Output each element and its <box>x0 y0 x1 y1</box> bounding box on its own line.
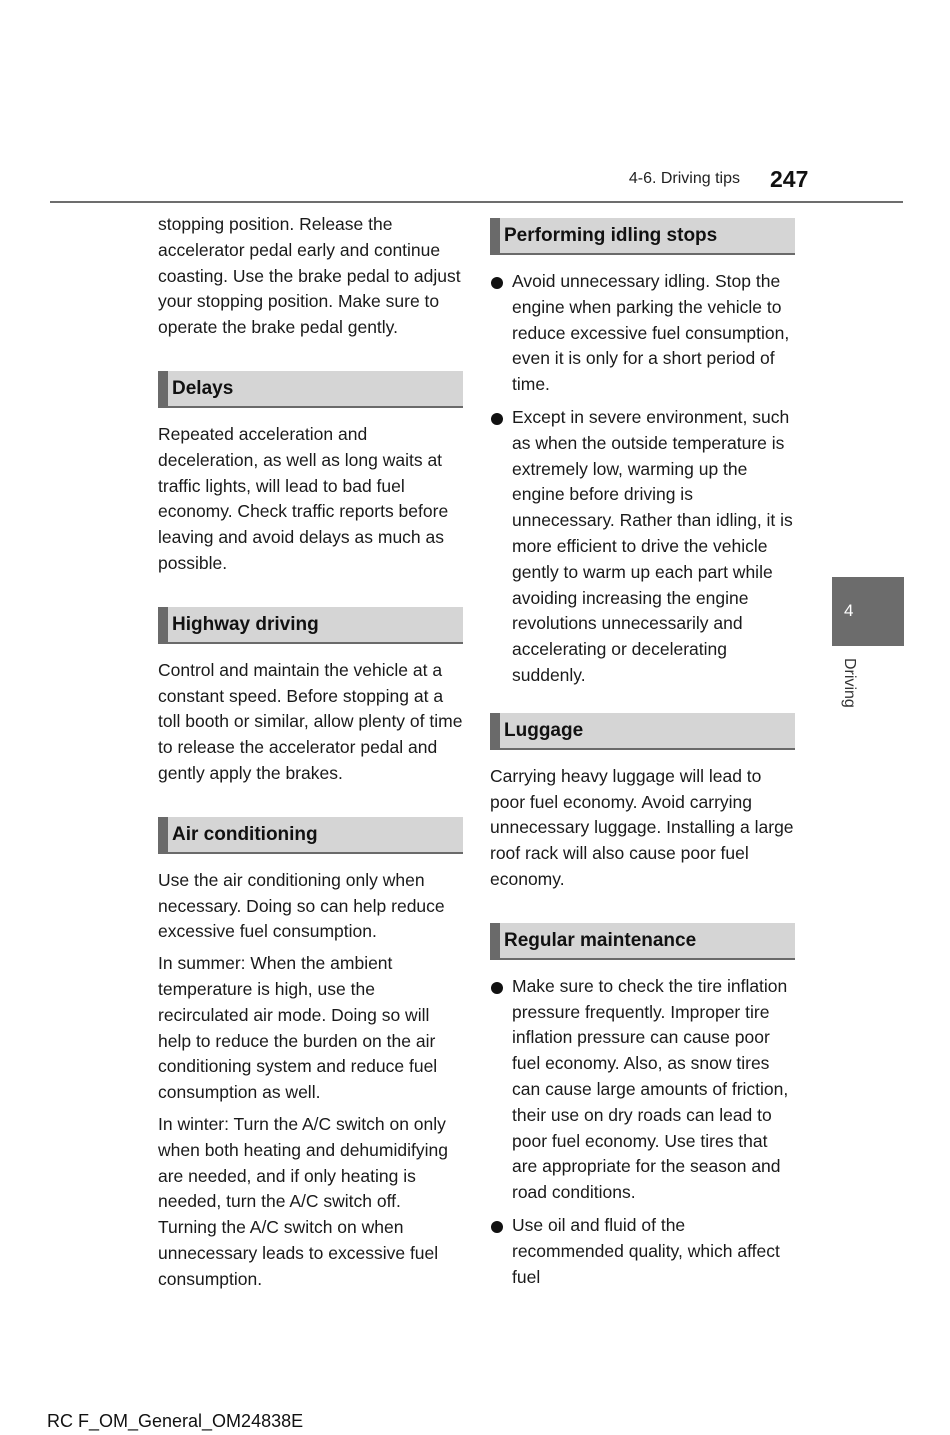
section-heading-luggage <box>490 713 795 750</box>
list-item-text: Make sure to check the tire inflation pressure frequently. Improper tire inflation pressure can cause poor fuel economy. Also, as snow tires can cause large amounts of friction, their use on dry roads can lead to poor fuel economy. Use tires that are appropriate for the season and road conditions. <box>512 975 789 1203</box>
section-heading-text: Luggage <box>504 719 584 741</box>
list-item <box>490 1213 795 1290</box>
air-conditioning-paragraph: Use the air conditioning only when necessary. Doing so can help reduce excessive fuel consumption. <box>158 869 445 942</box>
section-heading-text: Delays <box>172 377 234 399</box>
section-heading-text: Highway driving <box>172 613 319 635</box>
delays-paragraph: Repeated acceleration and deceleration, as well as long waits at traffic lights, will lead to bad fuel economy. Check traffic reports before leaving and avoid delays as much as possible. <box>158 423 449 573</box>
bullet-dot-icon <box>491 413 503 425</box>
air-conditioning-summer-paragraph: In summer: When the ambient temperature is high, use the recirculated air mode. Doing so will help to reduce the burden on the air conditioning system and reduce fuel consumption as well. <box>158 953 438 1103</box>
bullet-dot-icon <box>491 982 503 994</box>
section-heading-text: Air conditioning <box>172 823 318 845</box>
section-heading-regular-maintenance <box>490 923 795 960</box>
list-item-text: Avoid unnecessary idling. Stop the engine when parking the vehicle to reduce excessive fuel consumption, even it is only for a short period of time. <box>512 271 790 395</box>
header-section-title: 4-6. Driving tips <box>628 170 740 187</box>
section-heading-delays <box>158 371 463 408</box>
section-heading-text: Regular maintenance <box>504 929 697 951</box>
highway-paragraph: Control and maintain the vehicle at a constant speed. Before stopping at a toll booth or similar, allow plenty of time to release the accelerator pedal and gently apply the brakes. <box>158 659 463 783</box>
idling-bullet-list <box>490 269 795 689</box>
air-conditioning-winter-paragraph: In winter: Turn the A/C switch on only when both heating and dehumidifying are needed, and if only heating is needed, turn the A/C switch off. Turning the A/C switch on when unnecessary leads to excessive fuel consumption. <box>158 1113 448 1289</box>
list-item <box>490 974 795 1206</box>
header-divider <box>50 201 903 203</box>
section-heading-idling-stops <box>490 218 795 255</box>
intro-paragraph: stopping position. Release the accelerator pedal early and continue coasting. Use the brake pedal to adjust your stopping position. Make sure to operate the brake pedal gently. <box>158 214 461 338</box>
section-heading-air-conditioning <box>158 817 463 854</box>
page-number: 247 <box>770 166 809 192</box>
luggage-paragraph: Carrying heavy luggage will lead to poor fuel economy. Avoid carrying unnecessary luggage. Installing a large roof rack will also cause poor fuel economy. <box>490 765 794 889</box>
bullet-dot-icon <box>491 277 503 289</box>
list-item-text: Except in severe environment, such as when the outside temperature is extremely low, warming up the engine before driving is unnecessary. Rather than idling, it is more efficient to drive the vehicle gently to warm up each part while avoiding increasing the engine revolutions unnecessarily and accelerating or decelerating suddenly. <box>512 406 793 685</box>
list-item-text: Use oil and fluid of the recommended quality, which affect fuel <box>512 1214 780 1287</box>
section-heading-text: Performing idling stops <box>504 225 718 246</box>
list-item <box>490 405 795 689</box>
chapter-tab <box>832 577 904 646</box>
chapter-number: 4 <box>844 601 854 620</box>
left-column <box>158 212 463 1299</box>
list-item <box>490 269 795 398</box>
document-code: RC F_OM_General_OM24838E <box>47 1411 304 1431</box>
right-column <box>490 218 795 1297</box>
section-heading-highway-driving <box>158 607 463 644</box>
bullet-dot-icon <box>491 1221 503 1233</box>
chapter-label: Driving <box>841 658 858 708</box>
maintenance-bullet-list <box>490 974 795 1291</box>
